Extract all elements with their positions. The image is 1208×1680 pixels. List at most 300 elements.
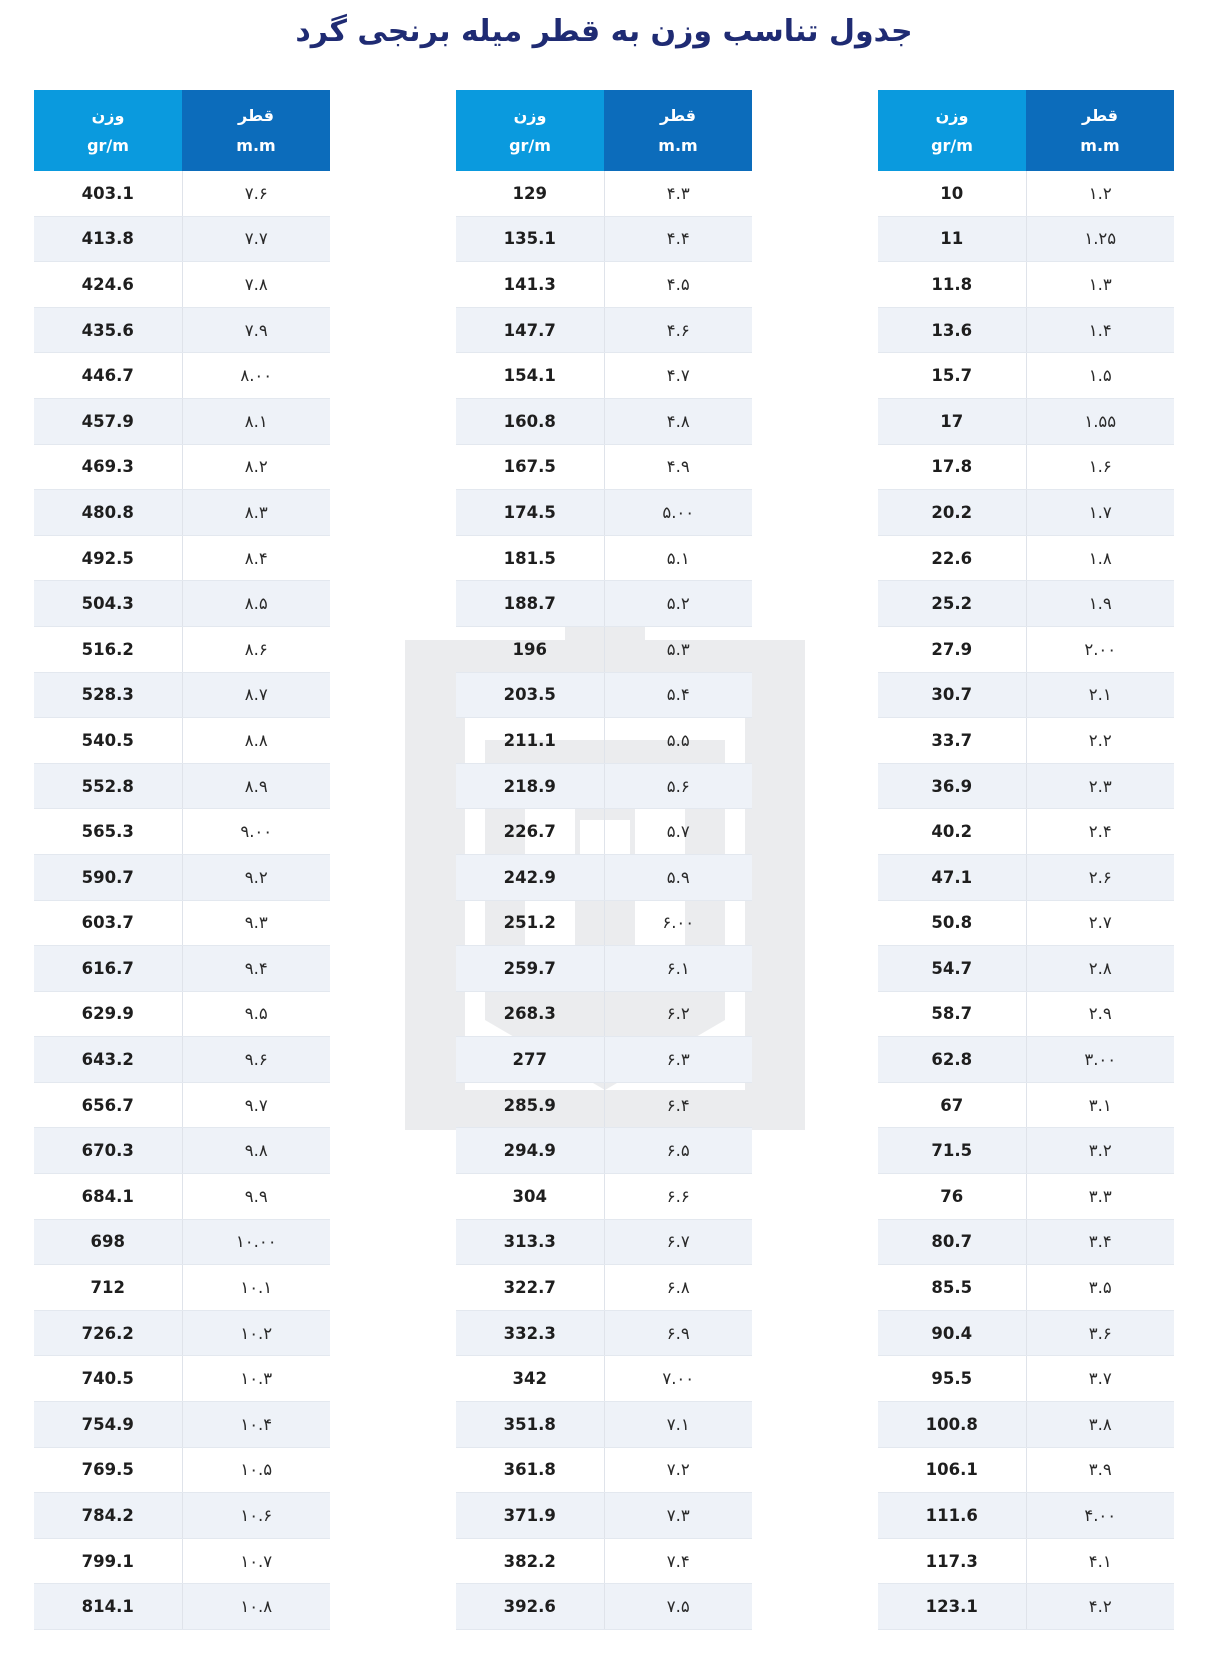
weight-cell: 218.9 bbox=[456, 763, 604, 809]
table-row bbox=[456, 1174, 752, 1220]
weight-cell: 196 bbox=[456, 626, 604, 672]
page-title: جدول تناسب وزن به قطر میله برنجی گرد bbox=[295, 14, 913, 49]
table-row bbox=[878, 1265, 1174, 1311]
diameter-cell: ۱۰.۶ bbox=[182, 1493, 330, 1539]
weight-cell: 799.1 bbox=[34, 1538, 182, 1584]
diameter-cell: ۷.۳ bbox=[604, 1493, 752, 1539]
weight-cell: 160.8 bbox=[456, 398, 604, 444]
diameter-cell: ۸.۷ bbox=[182, 672, 330, 718]
rod-table-middle bbox=[456, 90, 752, 1630]
weight-cell: 90.4 bbox=[878, 1310, 1026, 1356]
diameter-cell: ۴.۳ bbox=[604, 171, 752, 216]
table-row bbox=[34, 307, 330, 353]
table-row bbox=[878, 353, 1174, 399]
weight-cell: 616.7 bbox=[34, 946, 182, 992]
table-row bbox=[878, 672, 1174, 718]
diameter-cell: ۲.۸ bbox=[1026, 946, 1174, 992]
table-row bbox=[34, 854, 330, 900]
table-row bbox=[878, 1538, 1174, 1584]
weight-cell: 13.6 bbox=[878, 307, 1026, 353]
weight-cell: 726.2 bbox=[34, 1310, 182, 1356]
weight-cell: 17 bbox=[878, 398, 1026, 444]
weight-cell: 20.2 bbox=[878, 490, 1026, 536]
weight-cell: 814.1 bbox=[34, 1584, 182, 1630]
weight-cell: 62.8 bbox=[878, 1037, 1026, 1083]
table-row bbox=[456, 1219, 752, 1265]
table-row bbox=[34, 718, 330, 764]
diameter-cell: ۵.۳ bbox=[604, 626, 752, 672]
diameter-cell: ۴.۸ bbox=[604, 398, 752, 444]
diameter-cell: ۸.۹ bbox=[182, 763, 330, 809]
table-row bbox=[878, 1037, 1174, 1083]
table-row bbox=[456, 854, 752, 900]
table-row bbox=[878, 1310, 1174, 1356]
table-row bbox=[34, 444, 330, 490]
table-row bbox=[878, 171, 1174, 216]
weight-cell: 242.9 bbox=[456, 854, 604, 900]
weight-cell: 226.7 bbox=[456, 809, 604, 855]
diameter-cell: ۳.۶ bbox=[1026, 1310, 1174, 1356]
weight-cell: 129 bbox=[456, 171, 604, 216]
weight-cell: 251.2 bbox=[456, 900, 604, 946]
diameter-cell: ۱.۵۵ bbox=[1026, 398, 1174, 444]
weight-cell: 392.6 bbox=[456, 1584, 604, 1630]
weight-cell: 285.9 bbox=[456, 1082, 604, 1128]
table-row bbox=[878, 991, 1174, 1037]
diameter-cell: ۶.۹ bbox=[604, 1310, 752, 1356]
weight-cell: 670.3 bbox=[34, 1128, 182, 1174]
weight-cell: 540.5 bbox=[34, 718, 182, 764]
weight-cell: 111.6 bbox=[878, 1493, 1026, 1539]
diameter-cell: ۶.۸ bbox=[604, 1265, 752, 1311]
weight-header-unit: gr/m bbox=[931, 135, 973, 155]
diameter-cell: ۹.۰۰ bbox=[182, 809, 330, 855]
table-row bbox=[34, 1174, 330, 1220]
table-row bbox=[456, 1310, 752, 1356]
diameter-cell: ۱.۳ bbox=[1026, 262, 1174, 308]
weight-cell: 76 bbox=[878, 1174, 1026, 1220]
table-row bbox=[456, 1493, 752, 1539]
table-row bbox=[456, 1082, 752, 1128]
diameter-cell: ۶.۷ bbox=[604, 1219, 752, 1265]
diameter-cell: ۳.۳ bbox=[1026, 1174, 1174, 1220]
table-row bbox=[878, 626, 1174, 672]
diameter-cell: ۹.۳ bbox=[182, 900, 330, 946]
weight-cell: 22.6 bbox=[878, 535, 1026, 581]
table-row bbox=[456, 672, 752, 718]
diameter-cell: ۱.۵ bbox=[1026, 353, 1174, 399]
diameter-cell: ۶.۵ bbox=[604, 1128, 752, 1174]
weight-cell: 552.8 bbox=[34, 763, 182, 809]
table-row bbox=[34, 991, 330, 1037]
diameter-cell: ۴.۰۰ bbox=[1026, 1493, 1174, 1539]
diameter-cell: ۶.۴ bbox=[604, 1082, 752, 1128]
weight-cell: 181.5 bbox=[456, 535, 604, 581]
table-row bbox=[878, 718, 1174, 764]
weight-cell: 27.9 bbox=[878, 626, 1026, 672]
table-row bbox=[34, 216, 330, 262]
table-row bbox=[34, 900, 330, 946]
weight-header-unit: gr/m bbox=[509, 135, 551, 155]
weight-cell: 58.7 bbox=[878, 991, 1026, 1037]
diameter-cell: ۹.۷ bbox=[182, 1082, 330, 1128]
weight-cell: 167.5 bbox=[456, 444, 604, 490]
weight-cell: 435.6 bbox=[34, 307, 182, 353]
diameter-cell: ۵.۲ bbox=[604, 581, 752, 627]
diameter-cell: ۵.۶ bbox=[604, 763, 752, 809]
table-header-row bbox=[878, 90, 1174, 171]
table-row bbox=[878, 1219, 1174, 1265]
diameter-cell: ۹.۲ bbox=[182, 854, 330, 900]
table-row bbox=[34, 262, 330, 308]
weight-cell: 67 bbox=[878, 1082, 1026, 1128]
diameter-cell: ۱۰.۵ bbox=[182, 1447, 330, 1493]
table-row bbox=[34, 1584, 330, 1630]
weight-cell: 135.1 bbox=[456, 216, 604, 262]
table-row bbox=[456, 581, 752, 627]
weight-cell: 784.2 bbox=[34, 1493, 182, 1539]
table-row bbox=[34, 809, 330, 855]
weight-header-label: وزن bbox=[513, 105, 547, 125]
diameter-cell: ۴.۱ bbox=[1026, 1538, 1174, 1584]
diameter-cell: ۸.۴ bbox=[182, 535, 330, 581]
table-row bbox=[878, 1174, 1174, 1220]
diameter-cell: ۳.۴ bbox=[1026, 1219, 1174, 1265]
diameter-cell: ۱.۷ bbox=[1026, 490, 1174, 536]
diameter-header-label: قطر bbox=[1081, 105, 1118, 125]
diameter-cell: ۵.۴ bbox=[604, 672, 752, 718]
table-row bbox=[34, 1219, 330, 1265]
diameter-header-unit: m.m bbox=[1080, 135, 1120, 155]
table-row bbox=[456, 262, 752, 308]
weight-cell: 565.3 bbox=[34, 809, 182, 855]
table-row bbox=[878, 946, 1174, 992]
rod-table-right bbox=[878, 90, 1174, 1630]
weight-cell: 71.5 bbox=[878, 1128, 1026, 1174]
weight-cell: 147.7 bbox=[456, 307, 604, 353]
weight-cell: 36.9 bbox=[878, 763, 1026, 809]
diameter-cell: ۱.۲۵ bbox=[1026, 216, 1174, 262]
diameter-cell: ۵.۹ bbox=[604, 854, 752, 900]
weight-cell: 100.8 bbox=[878, 1402, 1026, 1448]
weight-column-header bbox=[34, 90, 182, 171]
weight-header-label: وزن bbox=[935, 105, 969, 125]
weight-cell: 30.7 bbox=[878, 672, 1026, 718]
table-row bbox=[34, 1128, 330, 1174]
weight-cell: 85.5 bbox=[878, 1265, 1026, 1311]
weight-cell: 10 bbox=[878, 171, 1026, 216]
table-row bbox=[34, 1356, 330, 1402]
diameter-cell: ۸.۸ bbox=[182, 718, 330, 764]
weight-cell: 492.5 bbox=[34, 535, 182, 581]
weight-cell: 469.3 bbox=[34, 444, 182, 490]
diameter-cell: ۶.۳ bbox=[604, 1037, 752, 1083]
table-row bbox=[878, 307, 1174, 353]
weight-cell: 17.8 bbox=[878, 444, 1026, 490]
weight-cell: 203.5 bbox=[456, 672, 604, 718]
table-row bbox=[34, 490, 330, 536]
weight-cell: 712 bbox=[34, 1265, 182, 1311]
diameter-cell: ۳.۲ bbox=[1026, 1128, 1174, 1174]
diameter-column-header bbox=[182, 90, 330, 171]
table-row bbox=[34, 171, 330, 216]
table-row bbox=[456, 353, 752, 399]
diameter-cell: ۹.۹ bbox=[182, 1174, 330, 1220]
weight-cell: 424.6 bbox=[34, 262, 182, 308]
diameter-cell: ۱.۸ bbox=[1026, 535, 1174, 581]
table-row bbox=[34, 1082, 330, 1128]
weight-cell: 698 bbox=[34, 1219, 182, 1265]
diameter-cell: ۳.۹ bbox=[1026, 1447, 1174, 1493]
table-row bbox=[34, 535, 330, 581]
table-row bbox=[456, 1447, 752, 1493]
table-row bbox=[878, 900, 1174, 946]
diameter-cell: ۸.۱ bbox=[182, 398, 330, 444]
weight-cell: 603.7 bbox=[34, 900, 182, 946]
weight-cell: 106.1 bbox=[878, 1447, 1026, 1493]
table-row bbox=[878, 1447, 1174, 1493]
diameter-cell: ۲.۳ bbox=[1026, 763, 1174, 809]
diameter-cell: ۸.۰۰ bbox=[182, 353, 330, 399]
diameter-cell: ۴.۵ bbox=[604, 262, 752, 308]
table-row bbox=[878, 535, 1174, 581]
weight-cell: 25.2 bbox=[878, 581, 1026, 627]
diameter-cell: ۸.۵ bbox=[182, 581, 330, 627]
table-row bbox=[34, 946, 330, 992]
weight-cell: 123.1 bbox=[878, 1584, 1026, 1630]
weight-cell: 174.5 bbox=[456, 490, 604, 536]
weight-cell: 188.7 bbox=[456, 581, 604, 627]
weight-cell: 361.8 bbox=[456, 1447, 604, 1493]
table-row bbox=[878, 809, 1174, 855]
weight-cell: 480.8 bbox=[34, 490, 182, 536]
diameter-cell: ۲.۷ bbox=[1026, 900, 1174, 946]
table-row bbox=[456, 171, 752, 216]
diameter-cell: ۷.۷ bbox=[182, 216, 330, 262]
weight-cell: 403.1 bbox=[34, 171, 182, 216]
table-row bbox=[878, 1128, 1174, 1174]
table-row bbox=[456, 490, 752, 536]
diameter-header-unit: m.m bbox=[236, 135, 276, 155]
diameter-cell: ۱.۴ bbox=[1026, 307, 1174, 353]
diameter-cell: ۵.۰۰ bbox=[604, 490, 752, 536]
diameter-cell: ۱۰.۴ bbox=[182, 1402, 330, 1448]
table-row bbox=[34, 1265, 330, 1311]
diameter-cell: ۷.۱ bbox=[604, 1402, 752, 1448]
table-row bbox=[878, 1584, 1174, 1630]
weight-cell: 33.7 bbox=[878, 718, 1026, 764]
diameter-cell: ۱۰.۱ bbox=[182, 1265, 330, 1311]
diameter-cell: ۳.۰۰ bbox=[1026, 1037, 1174, 1083]
table-row bbox=[878, 854, 1174, 900]
table-row bbox=[34, 672, 330, 718]
weight-cell: 740.5 bbox=[34, 1356, 182, 1402]
table-row bbox=[878, 262, 1174, 308]
diameter-cell: ۸.۶ bbox=[182, 626, 330, 672]
weight-cell: 117.3 bbox=[878, 1538, 1026, 1584]
weight-cell: 322.7 bbox=[456, 1265, 604, 1311]
weight-cell: 528.3 bbox=[34, 672, 182, 718]
diameter-cell: ۷.۲ bbox=[604, 1447, 752, 1493]
table-row bbox=[456, 1402, 752, 1448]
diameter-cell: ۷.۴ bbox=[604, 1538, 752, 1584]
table-row bbox=[456, 1037, 752, 1083]
table-row bbox=[878, 581, 1174, 627]
weight-cell: 211.1 bbox=[456, 718, 604, 764]
weight-header-unit: gr/m bbox=[87, 135, 129, 155]
table-row bbox=[456, 809, 752, 855]
weight-cell: 277 bbox=[456, 1037, 604, 1083]
table-row bbox=[878, 1356, 1174, 1402]
weight-column-header bbox=[878, 90, 1026, 171]
weight-cell: 154.1 bbox=[456, 353, 604, 399]
weight-cell: 54.7 bbox=[878, 946, 1026, 992]
table-row bbox=[34, 763, 330, 809]
diameter-cell: ۱.۶ bbox=[1026, 444, 1174, 490]
weight-cell: 11.8 bbox=[878, 262, 1026, 308]
diameter-cell: ۱۰.۰۰ bbox=[182, 1219, 330, 1265]
weight-cell: 516.2 bbox=[34, 626, 182, 672]
table-row bbox=[456, 307, 752, 353]
diameter-cell: ۵.۵ bbox=[604, 718, 752, 764]
weight-header-label: وزن bbox=[91, 105, 125, 125]
weight-cell: 141.3 bbox=[456, 262, 604, 308]
diameter-cell: ۲.۶ bbox=[1026, 854, 1174, 900]
diameter-cell: ۱۰.۷ bbox=[182, 1538, 330, 1584]
diameter-cell: ۱.۹ bbox=[1026, 581, 1174, 627]
table-row bbox=[34, 581, 330, 627]
table-row bbox=[456, 900, 752, 946]
table-row bbox=[456, 991, 752, 1037]
weight-cell: 47.1 bbox=[878, 854, 1026, 900]
weight-cell: 304 bbox=[456, 1174, 604, 1220]
diameter-cell: ۹.۴ bbox=[182, 946, 330, 992]
diameter-cell: ۴.۲ bbox=[1026, 1584, 1174, 1630]
table-row bbox=[878, 490, 1174, 536]
weight-cell: 629.9 bbox=[34, 991, 182, 1037]
diameter-cell: ۳.۷ bbox=[1026, 1356, 1174, 1402]
table-row bbox=[34, 1493, 330, 1539]
table-header-row bbox=[456, 90, 752, 171]
table-row bbox=[878, 1493, 1174, 1539]
table-row bbox=[878, 398, 1174, 444]
diameter-cell: ۹.۸ bbox=[182, 1128, 330, 1174]
table-row bbox=[456, 1538, 752, 1584]
table-row bbox=[456, 946, 752, 992]
diameter-cell: ۱۰.۳ bbox=[182, 1356, 330, 1402]
table-row bbox=[34, 398, 330, 444]
weight-cell: 268.3 bbox=[456, 991, 604, 1037]
diameter-cell: ۶.۱ bbox=[604, 946, 752, 992]
table-row bbox=[34, 1037, 330, 1083]
weight-cell: 351.8 bbox=[456, 1402, 604, 1448]
table-row bbox=[878, 444, 1174, 490]
diameter-cell: ۵.۷ bbox=[604, 809, 752, 855]
diameter-cell: ۹.۶ bbox=[182, 1037, 330, 1083]
diameter-header-label: قطر bbox=[237, 105, 274, 125]
table-row bbox=[34, 1310, 330, 1356]
weight-column-header bbox=[456, 90, 604, 171]
weight-cell: 684.1 bbox=[34, 1174, 182, 1220]
table-row bbox=[34, 353, 330, 399]
diameter-cell: ۸.۲ bbox=[182, 444, 330, 490]
diameter-cell: ۲.۲ bbox=[1026, 718, 1174, 764]
table-row bbox=[878, 216, 1174, 262]
diameter-cell: ۲.۹ bbox=[1026, 991, 1174, 1037]
weight-cell: 40.2 bbox=[878, 809, 1026, 855]
table-row bbox=[456, 718, 752, 764]
diameter-cell: ۷.۶ bbox=[182, 171, 330, 216]
diameter-cell: ۱۰.۸ bbox=[182, 1584, 330, 1630]
diameter-cell: ۷.۰۰ bbox=[604, 1356, 752, 1402]
weight-cell: 342 bbox=[456, 1356, 604, 1402]
diameter-cell: ۷.۵ bbox=[604, 1584, 752, 1630]
diameter-cell: ۶.۲ bbox=[604, 991, 752, 1037]
diameter-cell: ۸.۳ bbox=[182, 490, 330, 536]
table-row bbox=[456, 1584, 752, 1630]
weight-cell: 50.8 bbox=[878, 900, 1026, 946]
table-row bbox=[34, 1402, 330, 1448]
weight-cell: 80.7 bbox=[878, 1219, 1026, 1265]
diameter-column-header bbox=[1026, 90, 1174, 171]
table-row bbox=[456, 398, 752, 444]
diameter-cell: ۲.۴ bbox=[1026, 809, 1174, 855]
diameter-cell: ۷.۹ bbox=[182, 307, 330, 353]
diameter-cell: ۷.۸ bbox=[182, 262, 330, 308]
diameter-header-label: قطر bbox=[659, 105, 696, 125]
weight-cell: 643.2 bbox=[34, 1037, 182, 1083]
weight-cell: 382.2 bbox=[456, 1538, 604, 1584]
weight-cell: 95.5 bbox=[878, 1356, 1026, 1402]
weight-cell: 371.9 bbox=[456, 1493, 604, 1539]
weight-cell: 413.8 bbox=[34, 216, 182, 262]
diameter-cell: ۱.۲ bbox=[1026, 171, 1174, 216]
diameter-cell: ۲.۱ bbox=[1026, 672, 1174, 718]
diameter-cell: ۴.۴ bbox=[604, 216, 752, 262]
diameter-cell: ۳.۵ bbox=[1026, 1265, 1174, 1311]
weight-cell: 754.9 bbox=[34, 1402, 182, 1448]
table-row bbox=[456, 763, 752, 809]
weight-cell: 313.3 bbox=[456, 1219, 604, 1265]
table-row bbox=[456, 216, 752, 262]
diameter-column-header bbox=[604, 90, 752, 171]
weight-cell: 590.7 bbox=[34, 854, 182, 900]
diameter-cell: ۹.۵ bbox=[182, 991, 330, 1037]
table-row bbox=[456, 535, 752, 581]
table-row bbox=[878, 1082, 1174, 1128]
diameter-cell: ۱۰.۲ bbox=[182, 1310, 330, 1356]
table-row bbox=[878, 763, 1174, 809]
diameter-cell: ۳.۸ bbox=[1026, 1402, 1174, 1448]
diameter-cell: ۴.۷ bbox=[604, 353, 752, 399]
diameter-cell: ۵.۱ bbox=[604, 535, 752, 581]
table-row bbox=[34, 626, 330, 672]
table-row bbox=[456, 1128, 752, 1174]
weight-cell: 769.5 bbox=[34, 1447, 182, 1493]
table-row bbox=[878, 1402, 1174, 1448]
weight-cell: 294.9 bbox=[456, 1128, 604, 1174]
diameter-header-unit: m.m bbox=[658, 135, 698, 155]
table-row bbox=[34, 1538, 330, 1584]
weight-cell: 11 bbox=[878, 216, 1026, 262]
diameter-cell: ۶.۶ bbox=[604, 1174, 752, 1220]
weight-cell: 332.3 bbox=[456, 1310, 604, 1356]
table-row bbox=[456, 444, 752, 490]
weight-cell: 504.3 bbox=[34, 581, 182, 627]
weight-cell: 656.7 bbox=[34, 1082, 182, 1128]
table-row bbox=[456, 626, 752, 672]
weight-cell: 446.7 bbox=[34, 353, 182, 399]
